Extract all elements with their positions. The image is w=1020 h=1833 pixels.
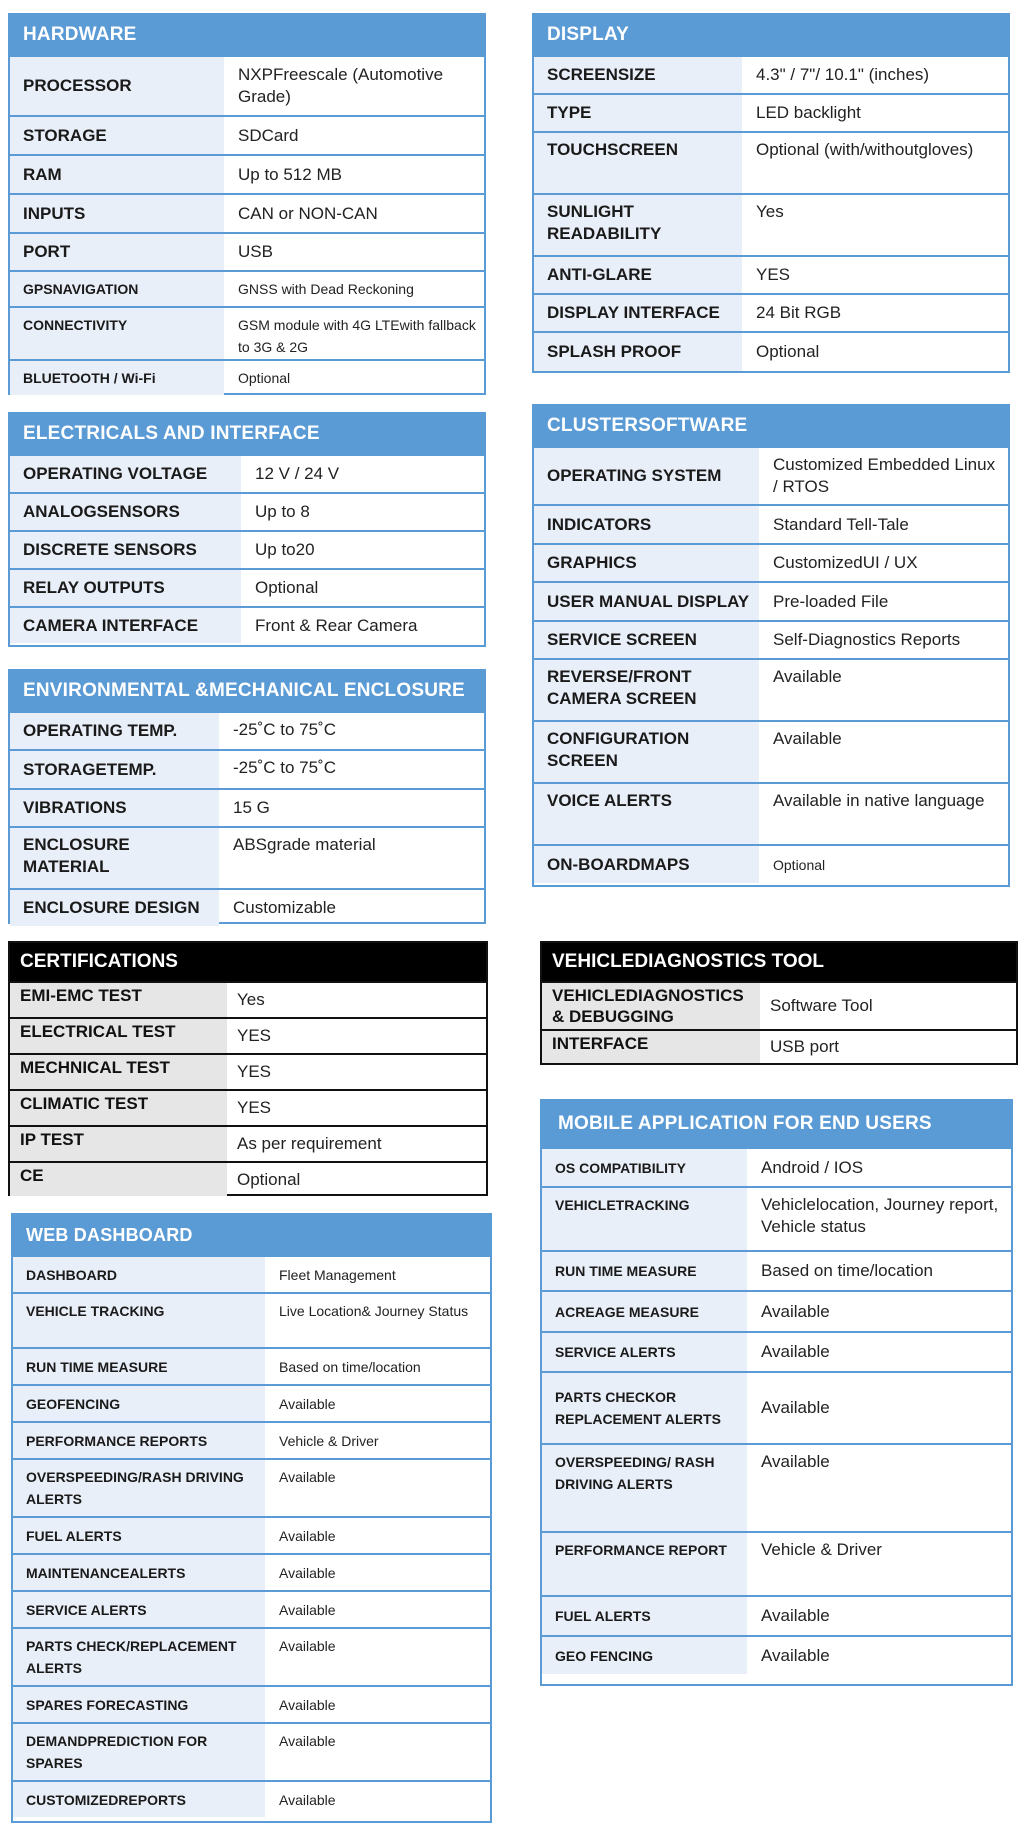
table-row bbox=[534, 193, 1008, 255]
spec-value: 4.3" / 7"/ 10.1" (inches) bbox=[756, 65, 930, 84]
spec-key: DISPLAY INTERFACE bbox=[534, 295, 742, 331]
spec-key: USER MANUAL DISPLAY bbox=[534, 583, 759, 620]
spec-key: SERVICE ALERTS bbox=[13, 1592, 265, 1627]
table-row bbox=[10, 711, 484, 749]
spec-value: USB port bbox=[770, 1037, 839, 1056]
spec-value: GNSS with Dead Reckoning bbox=[238, 281, 414, 297]
spec-key: ANALOGSENSORS bbox=[10, 494, 241, 530]
spec-value: Based on time/location bbox=[279, 1358, 421, 1375]
spec-key: GRAPHICS bbox=[534, 545, 759, 581]
spec-key: INTERFACE bbox=[542, 1031, 760, 1063]
spec-value: Available bbox=[761, 1645, 830, 1665]
table-row bbox=[13, 1780, 490, 1817]
spec-key: BLUETOOTH / Wi-Fi bbox=[10, 361, 224, 395]
spec-value: USB bbox=[238, 242, 273, 261]
spec-value: GSM module with 4G LTEwith fallback to 3G & 2G bbox=[238, 317, 476, 355]
spec-value: Available bbox=[761, 1301, 830, 1321]
spec-key: PERFORMANCE REPORTS bbox=[13, 1423, 265, 1458]
table-row bbox=[10, 55, 484, 115]
spec-value: YES bbox=[237, 1026, 272, 1045]
table-row bbox=[542, 1595, 1011, 1635]
table-row bbox=[13, 1255, 490, 1292]
cluster-software-table bbox=[532, 404, 1010, 887]
environmental-table bbox=[8, 669, 486, 924]
spec-key: VEHICLEDIAGNOSTICS & DEBUGGING bbox=[542, 983, 760, 1029]
spec-key: DEMANDPREDICTION FOR SPARES bbox=[13, 1724, 265, 1780]
spec-key: INDICATORS bbox=[534, 506, 759, 543]
table-row bbox=[542, 1186, 1011, 1250]
table-row bbox=[534, 446, 1008, 504]
spec-key: OPERATING VOLTAGE bbox=[10, 456, 241, 492]
table-row bbox=[534, 131, 1008, 193]
table-row bbox=[10, 530, 484, 568]
spec-key: VOICE ALERTS bbox=[534, 784, 759, 844]
table-row bbox=[534, 581, 1008, 620]
spec-value: Available bbox=[279, 1696, 336, 1713]
spec-value: Customized Embedded Linux / RTOS bbox=[773, 455, 996, 496]
spec-value: SDCard bbox=[238, 125, 299, 145]
table-row bbox=[542, 1531, 1011, 1595]
spec-key: PARTS CHECKOR REPLACEMENT ALERTS bbox=[542, 1373, 747, 1443]
table-row bbox=[534, 782, 1008, 844]
spec-value: YES bbox=[756, 265, 791, 284]
table-row bbox=[10, 1161, 486, 1196]
spec-value: Available bbox=[279, 1395, 336, 1412]
table-row bbox=[534, 720, 1008, 782]
spec-value: Available bbox=[761, 1606, 830, 1625]
spec-value: Self-Diagnostics Reports bbox=[773, 630, 961, 649]
table-row bbox=[13, 1458, 490, 1516]
spec-key: ELECTRICAL TEST bbox=[10, 1019, 227, 1053]
table-row bbox=[10, 788, 484, 826]
spec-value: Vehicle & Driver bbox=[279, 1432, 379, 1449]
table-row bbox=[534, 658, 1008, 720]
spec-value: Optional bbox=[255, 578, 319, 597]
spec-key: RAM bbox=[10, 156, 224, 193]
table-row bbox=[10, 981, 486, 1017]
spec-value: Yes bbox=[756, 202, 784, 221]
spec-value: Based on time/location bbox=[761, 1261, 933, 1280]
table-row bbox=[10, 306, 484, 359]
spec-key: TYPE bbox=[534, 95, 742, 131]
spec-key: SUNLIGHT READABILITY bbox=[534, 195, 742, 255]
spec-key: VEHICLETRACKING bbox=[542, 1188, 747, 1250]
table-row bbox=[13, 1685, 490, 1722]
table-row bbox=[10, 606, 484, 643]
hardware-table bbox=[8, 13, 486, 395]
table-row bbox=[534, 844, 1008, 883]
spec-value: Available bbox=[761, 1342, 830, 1361]
spec-value: Pre-loaded File bbox=[773, 591, 889, 611]
spec-value: Available bbox=[279, 1733, 336, 1749]
spec-key: ENCLOSURE MATERIAL bbox=[10, 828, 219, 888]
table-row bbox=[10, 115, 484, 154]
spec-value: Available in native language bbox=[773, 791, 985, 810]
spec-value: Optional bbox=[237, 1169, 301, 1189]
spec-value: YES bbox=[237, 1062, 272, 1081]
table-row bbox=[13, 1627, 490, 1685]
table-row bbox=[534, 331, 1008, 371]
table-row bbox=[10, 193, 484, 232]
spec-value: Fleet Management bbox=[279, 1266, 396, 1283]
table-row bbox=[542, 1147, 1011, 1186]
spec-value: LED backlight bbox=[756, 103, 861, 122]
spec-key: ANTI-GLARE bbox=[534, 257, 742, 293]
spec-value: Vehicle & Driver bbox=[761, 1540, 882, 1559]
electricals-table bbox=[8, 412, 486, 647]
table-row bbox=[542, 1371, 1011, 1443]
spec-value: Front & Rear Camera bbox=[255, 615, 418, 635]
table-row bbox=[13, 1590, 490, 1627]
spec-value: Available bbox=[279, 1527, 336, 1544]
hardware-title: HARDWARE bbox=[10, 15, 484, 55]
certifications-table bbox=[8, 941, 488, 1196]
spec-value: Optional bbox=[773, 856, 826, 873]
table-row bbox=[542, 1331, 1011, 1371]
spec-key: INPUTS bbox=[10, 195, 224, 232]
spec-key: SPARES FORECASTING bbox=[13, 1687, 265, 1722]
spec-key: PROCESSOR bbox=[10, 57, 224, 115]
spec-key: FUEL ALERTS bbox=[542, 1597, 747, 1635]
table-row bbox=[534, 504, 1008, 543]
spec-key: IP TEST bbox=[10, 1127, 227, 1161]
table-row bbox=[542, 1290, 1011, 1331]
spec-key: OPERATING SYSTEM bbox=[534, 448, 759, 504]
spec-key: SERVICE ALERTS bbox=[542, 1333, 747, 1371]
spec-key: SERVICE SCREEN bbox=[534, 622, 759, 658]
spec-key: TOUCHSCREEN bbox=[534, 133, 742, 193]
spec-value: Up to 512 MB bbox=[238, 164, 342, 184]
spec-value: Available bbox=[279, 1638, 336, 1654]
table-row bbox=[10, 1125, 486, 1161]
table-row bbox=[10, 1089, 486, 1125]
table-row bbox=[10, 154, 484, 193]
spec-key: SCREENSIZE bbox=[534, 57, 742, 93]
table-row bbox=[534, 620, 1008, 658]
spec-key: VIBRATIONS bbox=[10, 790, 219, 826]
spec-key: OVERSPEEDING/ RASH DRIVING ALERTS bbox=[542, 1445, 747, 1531]
spec-key: EMI-EMC TEST bbox=[10, 983, 227, 1017]
spec-value: Available bbox=[773, 729, 842, 748]
spec-value: 24 Bit RGB bbox=[756, 303, 842, 322]
spec-value: Available bbox=[773, 667, 842, 686]
vehicle-diagnostics-table bbox=[540, 941, 1018, 1065]
spec-key: OPERATING TEMP. bbox=[10, 713, 219, 749]
display-title: DISPLAY bbox=[534, 15, 1008, 55]
certifications-title: CERTIFICATIONS bbox=[10, 943, 486, 981]
spec-key: CONFIGURATION SCREEN bbox=[534, 722, 759, 782]
table-row bbox=[13, 1347, 490, 1384]
spec-value: -25˚C to 75˚C bbox=[233, 720, 336, 739]
display-table bbox=[532, 13, 1010, 373]
table-row bbox=[534, 543, 1008, 581]
spec-key: STORAGETEMP. bbox=[10, 751, 219, 788]
spec-value: Optional bbox=[756, 342, 820, 361]
spec-key: SPLASH PROOF bbox=[534, 333, 742, 371]
vehicle-diagnostics-title: VEHICLEDIAGNOSTICS TOOL bbox=[542, 943, 1016, 981]
table-row bbox=[542, 981, 1016, 1029]
spec-key: DISCRETE SENSORS bbox=[10, 532, 241, 568]
environmental-title: ENVIRONMENTAL &MECHANICAL ENCLOSURE bbox=[10, 671, 484, 711]
spec-key: CE bbox=[10, 1163, 227, 1196]
spec-value: NXPFreescale (Automotive Grade) bbox=[238, 65, 444, 106]
spec-value: ABSgrade material bbox=[233, 835, 376, 854]
spec-value: YES bbox=[237, 1098, 272, 1117]
spec-key: VEHICLE TRACKING bbox=[13, 1294, 265, 1347]
spec-key: OS COMPATIBILITY bbox=[542, 1149, 747, 1186]
table-row bbox=[534, 55, 1008, 93]
spec-value: Available bbox=[279, 1601, 336, 1618]
spec-key: REVERSE/FRONT CAMERA SCREEN bbox=[534, 660, 759, 720]
spec-value: Customizable bbox=[233, 898, 336, 917]
mobile-app-title: MOBILE APPLICATION FOR END USERS bbox=[542, 1101, 1011, 1147]
spec-value: -25˚C to 75˚C bbox=[233, 758, 336, 777]
spec-value: Android / IOS bbox=[761, 1157, 864, 1177]
spec-key: CAMERA INTERFACE bbox=[10, 608, 241, 643]
spec-value: Software Tool bbox=[770, 996, 873, 1015]
table-row bbox=[13, 1516, 490, 1553]
spec-value: Standard Tell-Tale bbox=[773, 514, 909, 534]
spec-value: Up to 8 bbox=[255, 502, 310, 521]
table-row bbox=[13, 1384, 490, 1421]
table-row bbox=[542, 1250, 1011, 1290]
spec-value: 15 G bbox=[233, 798, 270, 817]
mobile-app-table bbox=[540, 1099, 1013, 1686]
table-row bbox=[10, 826, 484, 888]
table-row bbox=[10, 1053, 486, 1089]
spec-value: Available bbox=[279, 1469, 336, 1485]
spec-key: GEO FENCING bbox=[542, 1637, 747, 1674]
spec-key: RUN TIME MEASURE bbox=[13, 1349, 265, 1384]
spec-key: PERFORMANCE REPORT bbox=[542, 1533, 747, 1595]
spec-key: CUSTOMIZEDREPORTS bbox=[13, 1782, 265, 1817]
spec-value: Yes bbox=[237, 990, 265, 1009]
spec-value: Optional bbox=[238, 370, 291, 386]
spec-key: OVERSPEEDING/RASH DRIVING ALERTS bbox=[13, 1460, 265, 1516]
spec-value: Available bbox=[279, 1564, 336, 1581]
table-row bbox=[13, 1722, 490, 1780]
spec-key: ENCLOSURE DESIGN bbox=[10, 890, 219, 926]
spec-key: MAINTENANCEALERTS bbox=[13, 1555, 265, 1590]
table-row bbox=[10, 232, 484, 270]
spec-key: ON-BOARDMAPS bbox=[534, 846, 759, 883]
table-row bbox=[10, 888, 484, 926]
table-row bbox=[10, 270, 484, 306]
spec-key: STORAGE bbox=[10, 117, 224, 154]
spec-key: PORT bbox=[10, 234, 224, 270]
table-row bbox=[13, 1292, 490, 1347]
electricals-title: ELECTRICALS AND INTERFACE bbox=[10, 414, 484, 454]
table-row bbox=[10, 454, 484, 492]
spec-value: Live Location& Journey Status bbox=[279, 1303, 469, 1319]
spec-key: RUN TIME MEASURE bbox=[542, 1252, 747, 1290]
spec-key: GEOFENCING bbox=[13, 1386, 265, 1421]
table-row bbox=[10, 568, 484, 606]
spec-value: Available bbox=[761, 1398, 830, 1417]
table-row bbox=[534, 293, 1008, 331]
spec-key: RELAY OUTPUTS bbox=[10, 570, 241, 606]
table-row bbox=[542, 1443, 1011, 1531]
spec-value: 12 V / 24 V bbox=[255, 464, 340, 483]
table-row bbox=[10, 359, 484, 395]
table-row bbox=[534, 255, 1008, 293]
table-row bbox=[542, 1029, 1016, 1063]
web-dashboard-title: WEB DASHBOARD bbox=[13, 1215, 490, 1255]
spec-key: CLIMATIC TEST bbox=[10, 1091, 227, 1125]
spec-value: CustomizedUI / UX bbox=[773, 553, 918, 572]
spec-value: Vehiclelocation, Journey report, Vehicle status bbox=[761, 1195, 999, 1236]
table-row bbox=[534, 93, 1008, 131]
spec-key: MECHNICAL TEST bbox=[10, 1055, 227, 1089]
spec-value: Optional (with/withoutgloves) bbox=[756, 140, 974, 159]
spec-value: CAN or NON-CAN bbox=[238, 203, 378, 223]
spec-key: CONNECTIVITY bbox=[10, 308, 224, 359]
spec-value: Available bbox=[761, 1452, 830, 1471]
spec-key: PARTS CHECK/REPLACEMENT ALERTS bbox=[13, 1629, 265, 1685]
spec-key: GPSNAVIGATION bbox=[10, 272, 224, 306]
table-row bbox=[13, 1421, 490, 1458]
spec-value: As per requirement bbox=[237, 1134, 382, 1153]
spec-value: Up to20 bbox=[255, 540, 315, 559]
spec-key: DASHBOARD bbox=[13, 1257, 265, 1292]
cluster-software-title: CLUSTERSOFTWARE bbox=[534, 406, 1008, 446]
table-row bbox=[13, 1553, 490, 1590]
spec-key: ACREAGE MEASURE bbox=[542, 1292, 747, 1331]
table-row bbox=[542, 1635, 1011, 1674]
table-row bbox=[10, 492, 484, 530]
spec-value: Available bbox=[279, 1791, 336, 1808]
web-dashboard-table bbox=[11, 1213, 492, 1823]
table-row bbox=[10, 749, 484, 788]
table-row bbox=[10, 1017, 486, 1053]
spec-key: FUEL ALERTS bbox=[13, 1518, 265, 1553]
